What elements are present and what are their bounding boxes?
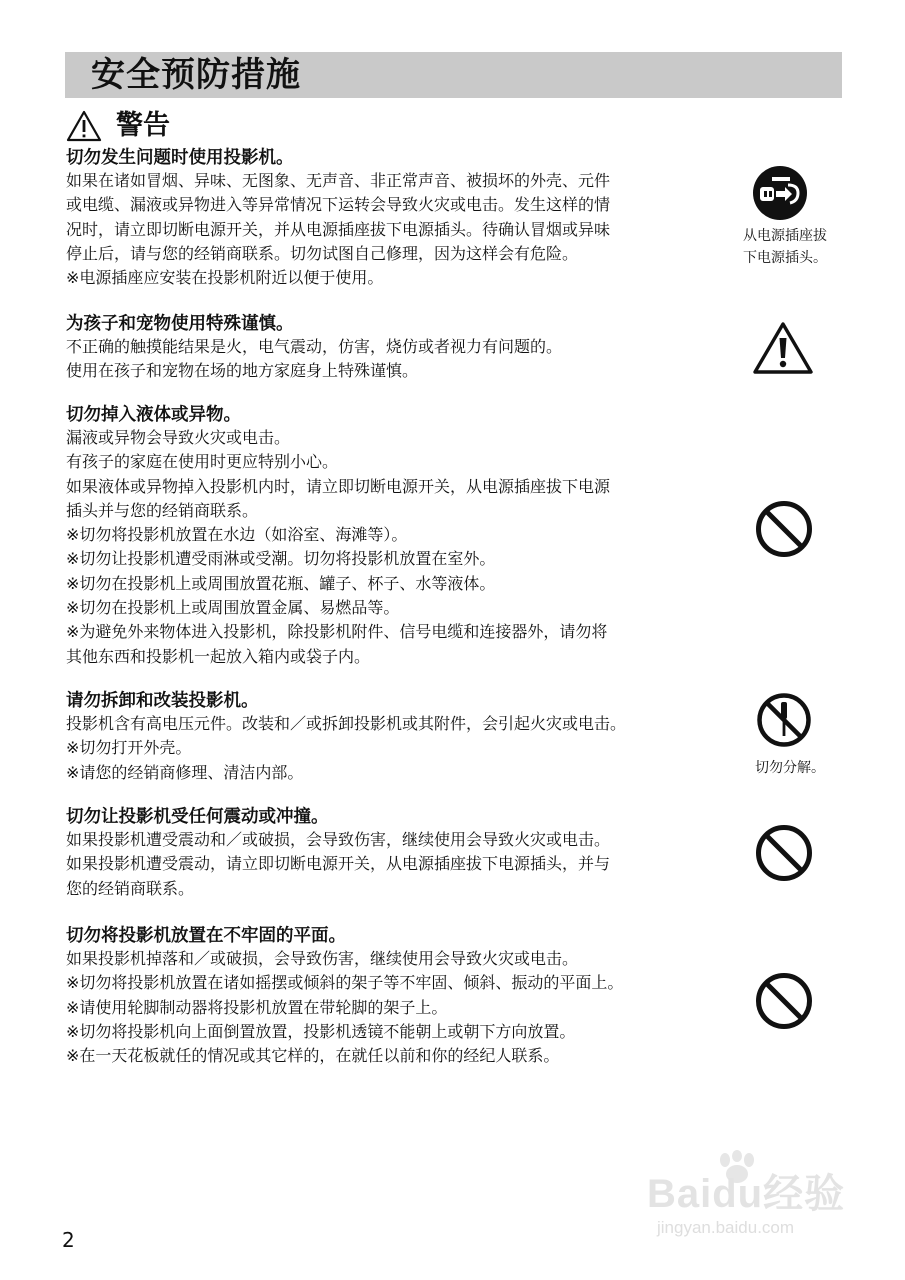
caution-triangle-icon xyxy=(752,320,814,376)
section-line: 其他东西和投影机一起放入箱内或袋子内。 xyxy=(66,646,371,666)
unplug-icon xyxy=(752,165,808,221)
no-disassembly-icon xyxy=(756,692,812,748)
section-line: ※切勿让投影机遭受雨淋或受潮。切勿将投影机放置在室外。 xyxy=(66,549,496,569)
section-line: 或电缆、漏液或异物进入等异常情况下运转会导致火灾或电击。发生这样的情 xyxy=(66,195,611,215)
section-line: ※电源插座应安装在投影机附近以便于使用。 xyxy=(66,268,384,288)
section-heading: 切勿让投影机受任何震动或冲撞。 xyxy=(66,807,329,827)
section-children-pets xyxy=(66,313,726,384)
section-line: 投影机含有高电压元件。改装和／或拆卸投影机或其附件，会引起火灾或电击。 xyxy=(66,714,627,733)
section-line: ※请使用轮脚制动器将投影机放置在带轮脚的架子上。 xyxy=(66,997,448,1017)
unplug-caption xyxy=(730,225,840,269)
section-line: 停止后，请与您的经销商联系。切勿试图自己修理，因为这样会有危险。 xyxy=(66,243,579,263)
section-line: ※切勿将投影机放置在水边（如浴室、海滩等）。 xyxy=(66,525,408,545)
section-line: ※切勿打开外壳。 xyxy=(66,738,192,758)
caption-line: 下电源插头。 xyxy=(743,250,827,266)
warning-triangle-icon xyxy=(66,110,102,142)
section-line: 您的经销商联系。 xyxy=(66,878,195,898)
page-title: 安全预防措施 xyxy=(91,55,301,95)
section-heading: 请勿拆卸和改装投影机。 xyxy=(66,691,259,711)
section-line: 况时，请立即切断电源开关，并从电源插座拔下电源插头。待确认冒烟或异味 xyxy=(66,219,611,239)
section-liquid-foreign-objects xyxy=(66,404,726,669)
baidu-watermark xyxy=(645,1150,855,1242)
section-line: 如果投影机遭受震动，请立即切断电源开关，从电源插座拔下电源插头，并与 xyxy=(66,854,611,874)
section-heading: 切勿掉入液体或异物。 xyxy=(66,405,241,425)
prohibited-icon xyxy=(755,500,813,558)
prohibited-icon xyxy=(755,972,813,1030)
section-line: 有孩子的家庭在使用时更应特别小心。 xyxy=(66,452,339,472)
section-heading: 切勿将投影机放置在不牢固的平面。 xyxy=(66,926,346,946)
section-line: 使用在孩子和宠物在场的地方家庭身上特殊谨慎。 xyxy=(66,361,419,381)
section-line: ※切勿将投影机向上面倒置放置，投影机透镜不能朝上或朝下方向放置。 xyxy=(66,1021,576,1041)
section-line: 如果液体或异物掉入投影机内时，请立即切断电源开关，从电源插座拔下电源 xyxy=(66,476,611,496)
caption-line: 从电源插座拔 xyxy=(743,228,827,244)
section-line: ※请您的经销商修理、清洁内部。 xyxy=(66,762,304,782)
section-line: 插头并与您的经销商联系。 xyxy=(66,500,259,520)
watermark-brand: Baidu经验 xyxy=(647,1172,846,1216)
section-line: 如果投影机掉落和／或破损，会导致伤害，继续使用会导致火灾或电击。 xyxy=(66,949,579,968)
warning-header xyxy=(66,110,170,142)
section-line: 如果投影机遭受震动和／或破损，会导致伤害，继续使用会导致火灾或电击。 xyxy=(66,830,611,849)
section-line: ※切勿在投影机上或周围放置花瓶、罐子、杯子、水等液体。 xyxy=(66,573,496,593)
section-line: ※为避免外来物体进入投影机，除投影机附件、信号电缆和连接器外，请勿将 xyxy=(66,622,608,642)
caption-line: 切勿分解。 xyxy=(755,760,825,776)
no-disassembly-caption xyxy=(740,757,840,779)
section-line: ※切勿将投影机放置在诸如摇摆或倾斜的架子等不牢固、倾斜、振动的平面上。 xyxy=(66,973,624,993)
watermark-url: jingyan.baidu.com xyxy=(657,1218,795,1237)
section-line: ※切勿在投影机上或周围放置金属、易燃品等。 xyxy=(66,598,400,618)
section-line: 漏液或异物会导致火灾或电击。 xyxy=(66,428,291,447)
section-no-use-when-problem xyxy=(66,147,726,290)
section-shock-impact xyxy=(66,806,726,901)
page-number: 2 xyxy=(62,1228,75,1252)
warning-label: 警告 xyxy=(116,110,170,141)
section-heading: 切勿发生问题时使用投影机。 xyxy=(66,148,294,168)
section-unstable-surface xyxy=(66,925,726,1068)
section-line: ※在一天花板就任的情况或其它样的，在就任以前和你的经纪人联系。 xyxy=(66,1046,560,1066)
section-heading: 为孩子和宠物使用特殊谨慎。 xyxy=(66,314,294,334)
section-line: 不正确的触摸能结果是火，电气震动，仿害，烧仿或者视力有问题的。 xyxy=(66,337,563,356)
title-bar xyxy=(65,52,842,98)
section-line: 如果在诸如冒烟、异味、无图象、无声音、非正常声音、被损坏的外壳、元件 xyxy=(66,171,611,190)
section-no-disassembly xyxy=(66,690,726,785)
prohibited-icon xyxy=(755,824,813,882)
